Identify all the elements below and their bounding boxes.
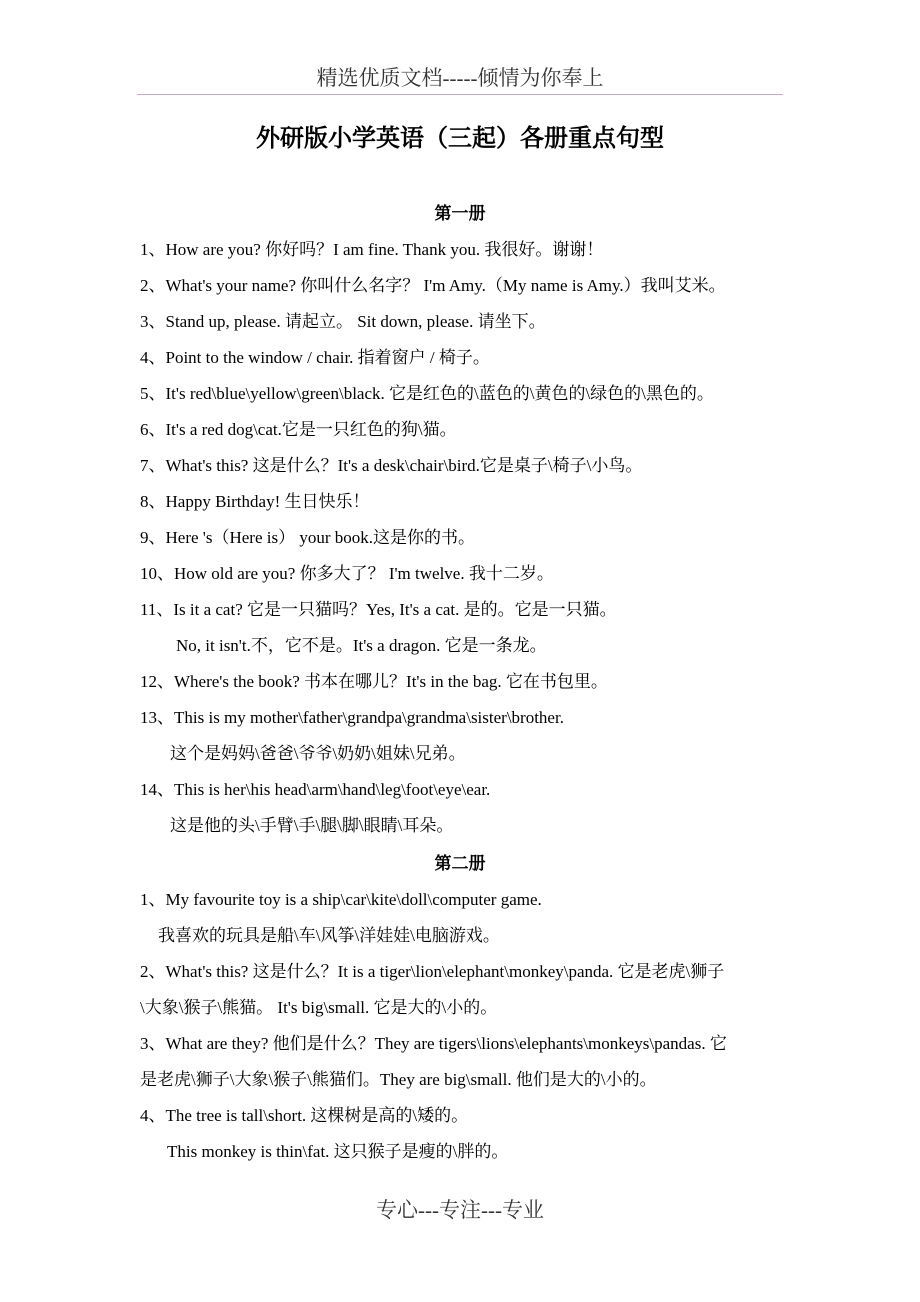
sentence-line: This monkey is thin\fat. 这只猴子是瘦的\胖的。 <box>167 1142 509 1161</box>
section-book-2 <box>0 846 920 1170</box>
sentence-line: 3、What are they? 他们是什么？They are tigers\lions\elephants\monkeys\pandas. 它 <box>140 1034 727 1053</box>
sentence-line: 1、How are you? 你好吗？I am fine. Thank you. 我很好。谢谢！ <box>140 240 604 259</box>
sentence-line: 这是他的头\手臂\手\腿\脚\眼睛\耳朵。 <box>170 816 454 835</box>
sentence-line: 13、This is my mother\father\grandpa\grandma\sister\brother. <box>140 708 564 727</box>
sentence-line: 5、It's red\blue\yellow\green\black. 它是红色的\蓝色的\黄色的\绿色的\黑色的。 <box>140 384 714 403</box>
section-heading: 第二册 <box>434 854 486 873</box>
sentence-line: 1、My favourite toy is a ship\car\kite\doll\computer game. <box>140 890 542 909</box>
document-title: 外研版小学英语（三起）各册重点句型 <box>256 126 664 152</box>
sentence-line: 2、What's this? 这是什么？It is a tiger\lion\elephant\monkey\panda. 它是老虎\狮子 <box>140 962 725 981</box>
sentence-line: 14、This is her\his head\arm\hand\leg\foot\eye\ear. <box>140 780 491 799</box>
sentence-line: 这个是妈妈\爸爸\爷爷\奶奶\姐妹\兄弟。 <box>170 744 466 763</box>
sentence-line: 12、Where's the book? 书本在哪儿？It's in the bag. 它在书包里。 <box>140 672 608 691</box>
page-footer: 专心---专注---专业 <box>376 1198 544 1222</box>
page-header: 精选优质文档-----倾情为你奉上 <box>316 66 604 90</box>
sentence-line: 9、Here 's（Here is） your book.这是你的书。 <box>140 528 475 547</box>
section-book-1 <box>0 196 920 844</box>
sentence-line: 2、What's your name? 你叫什么名字？ I'm Amy.（My name is Amy.）我叫艾米。 <box>140 276 726 295</box>
sentence-line: 是老虎\狮子\大象\猴子\熊猫们。They are big\small. 他们是大的\小的。 <box>140 1070 657 1089</box>
sentence-line: No, it isn't.不，它不是。It's a dragon. 它是一条龙。 <box>176 636 547 655</box>
sentence-line: 6、It's a red dog\cat.它是一只红色的狗\猫。 <box>140 420 457 439</box>
sentence-line: 8、Happy Birthday! 生日快乐！ <box>140 492 370 511</box>
sentence-line: 我喜欢的玩具是船\车\风筝\洋娃娃\电脑游戏。 <box>158 926 500 945</box>
sentence-line: 7、What's this? 这是什么？It's a desk\chair\bird.它是桌子\椅子\小鸟。 <box>140 456 643 475</box>
sentence-line: 4、Point to the window / chair. 指着窗户 / 椅子。 <box>140 348 490 367</box>
header-rule <box>137 94 783 95</box>
sentence-line: 11、Is it a cat? 它是一只猫吗？Yes, It's a cat. 是的。它是一只猫。 <box>140 600 617 619</box>
sentence-line: 3、Stand up, please. 请起立。 Sit down, please. 请坐下。 <box>140 312 546 331</box>
sentence-line: 10、How old are you? 你多大了？ I'm twelve. 我十二岁。 <box>140 564 554 583</box>
sentence-line: \大象\猴子\熊猫。 It's big\small. 它是大的\小的。 <box>140 998 498 1017</box>
sentence-line: 4、The tree is tall\short. 这棵树是高的\矮的。 <box>140 1106 469 1125</box>
section-heading: 第一册 <box>434 204 486 223</box>
